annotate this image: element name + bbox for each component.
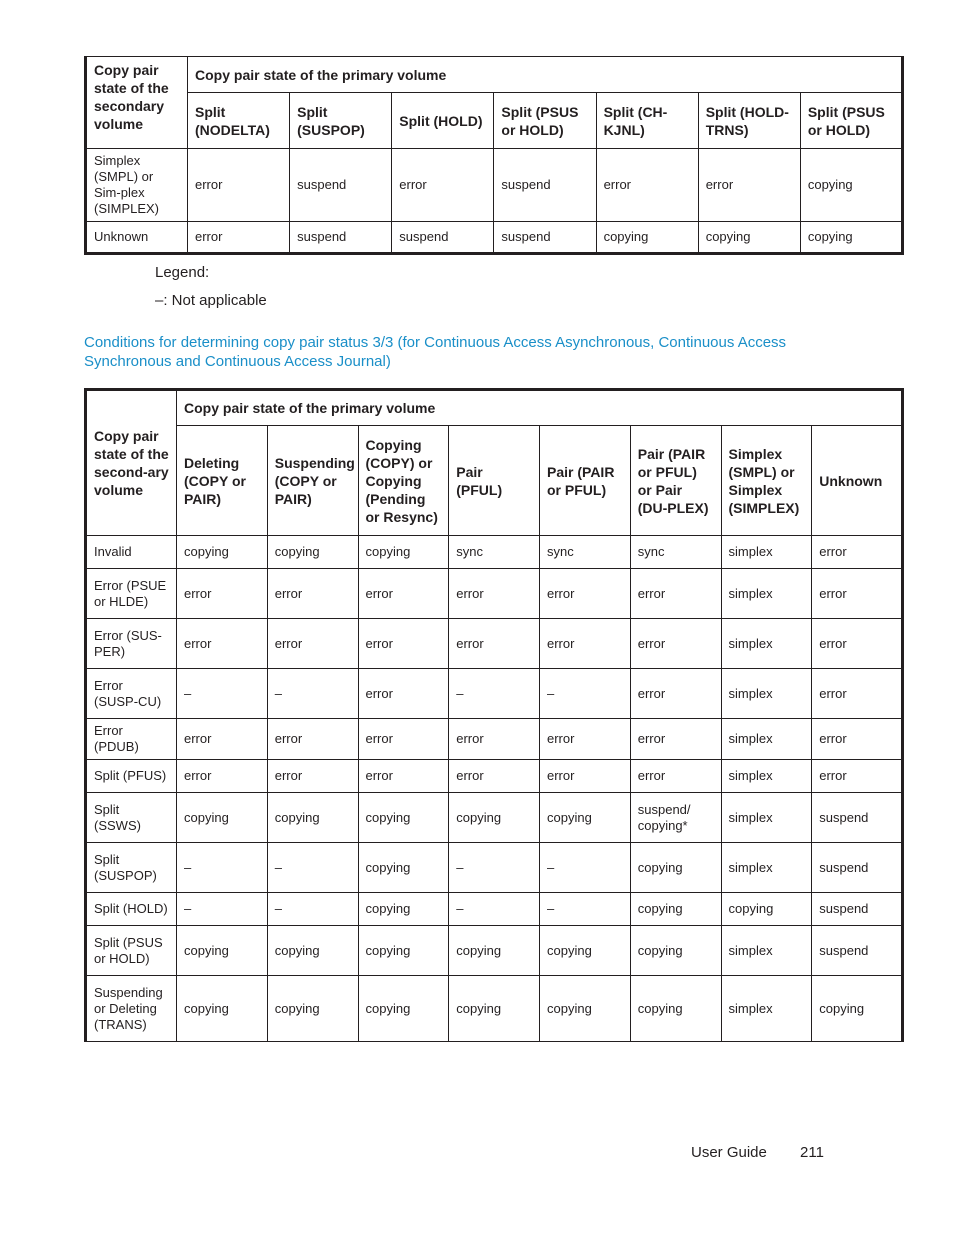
table-row (86, 976, 903, 1042)
table-cell: suspend (812, 926, 903, 976)
table-row (86, 536, 903, 569)
footer-label: User Guide (691, 1144, 767, 1161)
table-cell: – (177, 843, 268, 893)
table-cell: error (812, 669, 903, 719)
row-label: Simplex (SMPL) or Sim-plex (SIMPLEX) (86, 149, 188, 222)
row-label: Error (PSUE or HLDE) (86, 569, 177, 619)
row-label: Split (PFUS) (86, 760, 177, 793)
table-cell: copying (267, 793, 358, 843)
table-cell: error (267, 719, 358, 760)
table-cell: error (177, 760, 268, 793)
row-label: Error (PDUB) (86, 719, 177, 760)
table-cell: error (630, 760, 721, 793)
table-cell: suspend (290, 222, 392, 254)
table-cell: simplex (721, 536, 812, 569)
table-cell: error (630, 619, 721, 669)
table-cell: copying (630, 843, 721, 893)
row-label: Unknown (86, 222, 188, 254)
table-cell: error (177, 569, 268, 619)
table-cell: suspend (812, 893, 903, 926)
table-cell: copying (267, 536, 358, 569)
row-label: Invalid (86, 536, 177, 569)
table-cell: error (188, 149, 290, 222)
table-cell: sync (630, 536, 721, 569)
section-heading: Conditions for determining copy pair status 3/3 (for Continuous Access Asynchronous, Continuous Access Synchronous and Continuous Access Journal) (84, 334, 787, 370)
table-cell: copying (449, 976, 540, 1042)
table-cell: – (540, 843, 631, 893)
table-row (86, 760, 903, 793)
table-cell: simplex (721, 760, 812, 793)
table-cell: error (188, 222, 290, 254)
table-cell: sync (449, 536, 540, 569)
legend-not-applicable: –: Not applicable (155, 292, 267, 309)
column-header: Split (HOLD) (392, 93, 494, 149)
column-header: Pair (PAIR or PFUL) or Pair (DU-PLEX) (630, 426, 721, 536)
column-header: Deleting (COPY or PAIR) (177, 426, 268, 536)
table-cell: suspend (494, 222, 596, 254)
column-header: Pair (PAIR or PFUL) (540, 426, 631, 536)
row-label: Error (SUSP-CU) (86, 669, 177, 719)
table-cell: – (177, 669, 268, 719)
table-cell: suspend (812, 843, 903, 893)
table-row (86, 893, 903, 926)
legend-title: Legend: (155, 264, 210, 281)
table-row (86, 793, 903, 843)
table-cell: error (358, 619, 449, 669)
table-cell: suspend (290, 149, 392, 222)
table-cell: error (392, 149, 494, 222)
column-header: Simplex (SMPL) or Simplex (SIMPLEX) (721, 426, 812, 536)
table-cell: error (630, 569, 721, 619)
column-header: Copying (COPY) or Copying (Pending or Resync) (358, 426, 449, 536)
row-label: Split (HOLD) (86, 893, 177, 926)
table-cell: error (812, 619, 903, 669)
table-cell: – (267, 669, 358, 719)
table-cell: simplex (721, 843, 812, 893)
table-cell: copying (698, 222, 800, 254)
table-cell: copying (449, 926, 540, 976)
table-cell: sync (540, 536, 631, 569)
table-cell: – (267, 893, 358, 926)
table-cell: copying (358, 536, 449, 569)
table-cell: – (267, 843, 358, 893)
table-cell: copying (800, 149, 902, 222)
table-cell: copying (358, 976, 449, 1042)
table-cell: error (449, 619, 540, 669)
table-row (86, 149, 903, 222)
table-cell: copying (267, 976, 358, 1042)
table-cell: – (540, 893, 631, 926)
table-cell: copying (812, 976, 903, 1042)
table-cell: simplex (721, 619, 812, 669)
table-cell: simplex (721, 569, 812, 619)
status-table-continued (84, 56, 904, 255)
column-header: Split (PSUS or HOLD) (800, 93, 902, 149)
table-cell: error (267, 569, 358, 619)
row-label: Split (PSUS or HOLD) (86, 926, 177, 976)
table-row (86, 719, 903, 760)
table-cell: suspend (392, 222, 494, 254)
table-cell: error (630, 669, 721, 719)
table-cell: error (698, 149, 800, 222)
row-label: Error (SUS-PER) (86, 619, 177, 669)
table-cell: error (540, 760, 631, 793)
table-cell: suspend/ copying* (630, 793, 721, 843)
column-header: Split (SUSPOP) (290, 93, 392, 149)
table-cell: simplex (721, 669, 812, 719)
table-cell: – (540, 669, 631, 719)
table-cell: error (812, 569, 903, 619)
table-cell: copying (721, 893, 812, 926)
table-cell: suspend (494, 149, 596, 222)
table-cell: error (358, 719, 449, 760)
table-row (86, 926, 903, 976)
table-cell: error (449, 760, 540, 793)
column-header: Split (HOLD-TRNS) (698, 93, 800, 149)
table-cell: copying (177, 976, 268, 1042)
table-cell: error (540, 619, 631, 669)
table-cell: error (812, 719, 903, 760)
table-cell: copying (358, 843, 449, 893)
table-cell: simplex (721, 719, 812, 760)
column-header: Split (NODELTA) (188, 93, 290, 149)
table-cell: copying (630, 893, 721, 926)
column-header: Pair (PFUL) (449, 426, 540, 536)
column-header: Split (PSUS or HOLD) (494, 93, 596, 149)
table-cell: error (358, 760, 449, 793)
table-cell: error (177, 719, 268, 760)
column-header: Unknown (812, 426, 903, 536)
row-label: Split (SSWS) (86, 793, 177, 843)
table-row (86, 222, 903, 254)
table-cell: error (358, 569, 449, 619)
group-header: Copy pair state of the primary volume (177, 390, 903, 426)
table-cell: copying (358, 793, 449, 843)
table-cell: error (449, 569, 540, 619)
table-row (86, 843, 903, 893)
column-header: Split (CH-KJNL) (596, 93, 698, 149)
table-cell: error (630, 719, 721, 760)
row-label: Split (SUSPOP) (86, 843, 177, 893)
corner-header: Copy pair state of the secondary volume (86, 57, 188, 149)
table-cell: – (449, 843, 540, 893)
table-cell: error (540, 569, 631, 619)
table-row (86, 669, 903, 719)
table-cell: copying (540, 976, 631, 1042)
table-cell: copying (630, 926, 721, 976)
table-cell: copying (540, 793, 631, 843)
table-cell: copying (177, 793, 268, 843)
status-table (84, 388, 904, 1042)
table-cell: suspend (812, 793, 903, 843)
table-cell: copying (177, 536, 268, 569)
table-cell: copying (630, 976, 721, 1042)
table-cell: error (449, 719, 540, 760)
table-cell: copying (449, 793, 540, 843)
table-cell: copying (358, 926, 449, 976)
table-cell: copying (800, 222, 902, 254)
column-header: Suspending (COPY or PAIR) (267, 426, 358, 536)
table-cell: error (358, 669, 449, 719)
table-row (86, 619, 903, 669)
table-cell: copying (358, 893, 449, 926)
table-cell: copying (177, 926, 268, 976)
table-cell: – (177, 893, 268, 926)
page-number: 211 (800, 1144, 824, 1161)
row-label: Suspending or Deleting (TRANS) (86, 976, 177, 1042)
table-cell: copying (540, 926, 631, 976)
table-cell: copying (267, 926, 358, 976)
table-cell: – (449, 893, 540, 926)
table-cell: simplex (721, 976, 812, 1042)
table-cell: error (267, 760, 358, 793)
table-cell: error (812, 536, 903, 569)
table-row (86, 569, 903, 619)
table-cell: simplex (721, 793, 812, 843)
table-cell: error (177, 619, 268, 669)
table-cell: – (449, 669, 540, 719)
table-cell: error (596, 149, 698, 222)
table-cell: error (812, 760, 903, 793)
table-cell: simplex (721, 926, 812, 976)
corner-header: Copy pair state of the second-ary volume (86, 390, 177, 536)
table-cell: error (540, 719, 631, 760)
table-cell: error (267, 619, 358, 669)
group-header: Copy pair state of the primary volume (188, 57, 903, 93)
table-cell: copying (596, 222, 698, 254)
